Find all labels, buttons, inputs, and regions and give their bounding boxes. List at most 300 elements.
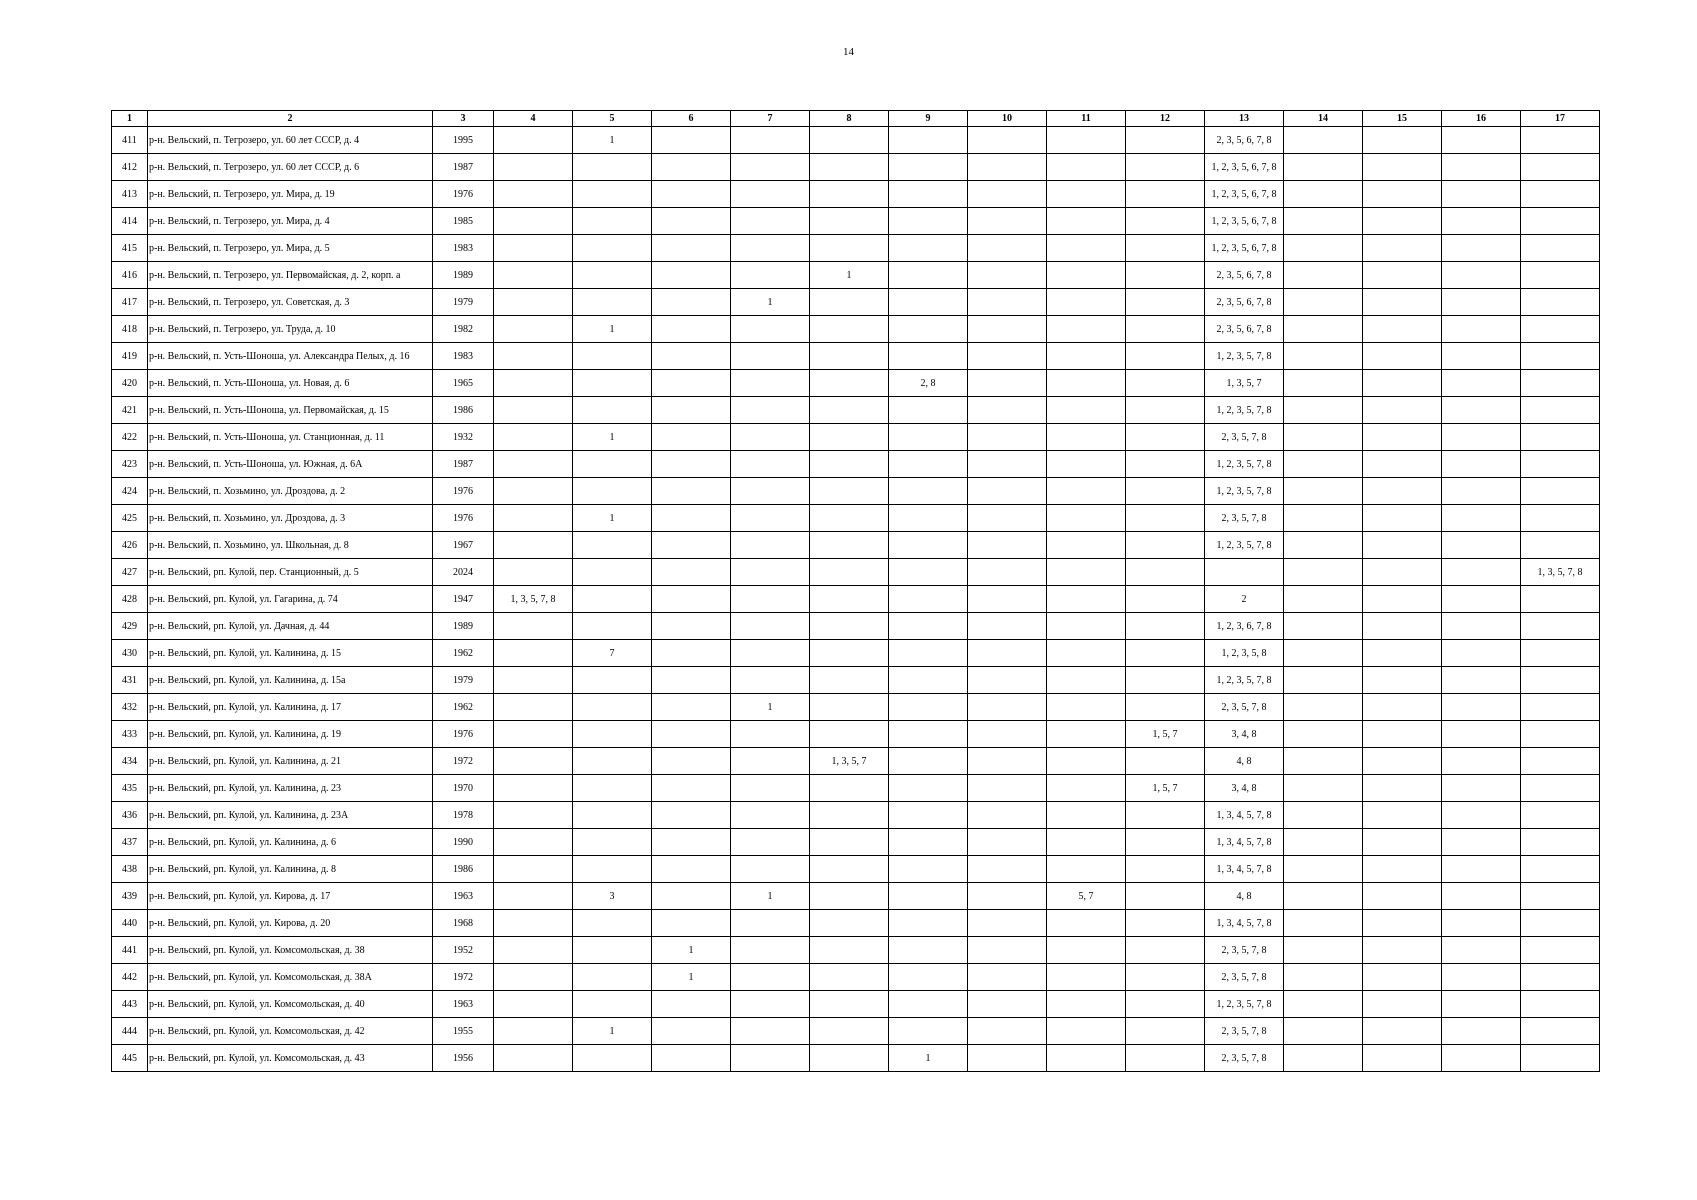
table-cell	[1284, 883, 1363, 910]
table-cell	[889, 991, 968, 1018]
table-cell	[652, 1045, 731, 1072]
table-row	[112, 505, 1600, 532]
year-cell: 1987	[433, 154, 494, 181]
table-row	[112, 748, 1600, 775]
table-cell	[573, 370, 652, 397]
table-cell: 2, 3, 5, 7, 8	[1205, 1045, 1284, 1072]
table-cell	[968, 532, 1047, 559]
table-cell	[889, 694, 968, 721]
table-row	[112, 586, 1600, 613]
table-cell	[1284, 235, 1363, 262]
table-row	[112, 316, 1600, 343]
table-cell	[1284, 721, 1363, 748]
table-cell	[1521, 802, 1600, 829]
year-cell: 1956	[433, 1045, 494, 1072]
table-cell	[1363, 1045, 1442, 1072]
table-cell	[494, 964, 573, 991]
table-cell	[1442, 451, 1521, 478]
year-cell: 1986	[433, 397, 494, 424]
table-cell: 2	[1205, 586, 1284, 613]
column-header-12: 12	[1126, 111, 1205, 127]
table-cell	[1363, 586, 1442, 613]
table-cell	[573, 289, 652, 316]
address-cell: р-н. Вельский, п. Хозьмино, ул. Дроздова, д. 2	[148, 478, 433, 505]
table-cell	[889, 343, 968, 370]
table-cell	[968, 235, 1047, 262]
table-cell	[652, 802, 731, 829]
table-row	[112, 883, 1600, 910]
table-cell	[1284, 505, 1363, 532]
table-cell	[652, 235, 731, 262]
table-cell	[1442, 289, 1521, 316]
table-cell: 1	[889, 1045, 968, 1072]
table-cell	[889, 964, 968, 991]
table-cell	[810, 397, 889, 424]
table-cell	[1126, 910, 1205, 937]
table-cell	[573, 262, 652, 289]
table-cell: 1	[573, 424, 652, 451]
table-cell	[1126, 991, 1205, 1018]
table-cell	[731, 829, 810, 856]
table-cell	[1047, 910, 1126, 937]
table-cell	[1284, 667, 1363, 694]
table-cell	[494, 1018, 573, 1045]
table-cell	[1284, 586, 1363, 613]
table-cell	[652, 613, 731, 640]
table-cell	[968, 667, 1047, 694]
table-cell	[1521, 910, 1600, 937]
table-cell	[731, 127, 810, 154]
row-number-cell: 424	[112, 478, 148, 505]
table-cell: 2, 3, 5, 6, 7, 8	[1205, 127, 1284, 154]
table-cell	[1363, 856, 1442, 883]
table-cell	[810, 478, 889, 505]
table-cell	[1047, 451, 1126, 478]
table-body	[112, 127, 1600, 1072]
table-cell: 1, 3, 4, 5, 7, 8	[1205, 829, 1284, 856]
table-cell	[1442, 1018, 1521, 1045]
table-cell	[652, 586, 731, 613]
table-cell	[1284, 694, 1363, 721]
table-row	[112, 1045, 1600, 1072]
table-cell	[652, 154, 731, 181]
table-row	[112, 613, 1600, 640]
row-number-cell: 437	[112, 829, 148, 856]
table-cell	[494, 478, 573, 505]
table-cell	[652, 559, 731, 586]
table-cell: 1, 2, 3, 6, 7, 8	[1205, 613, 1284, 640]
table-cell	[1126, 154, 1205, 181]
table-cell	[1442, 721, 1521, 748]
table-cell	[1442, 397, 1521, 424]
table-cell	[1047, 1045, 1126, 1072]
year-cell: 1972	[433, 748, 494, 775]
table-cell	[1126, 802, 1205, 829]
table-cell	[810, 424, 889, 451]
table-cell	[810, 235, 889, 262]
table-cell: 1	[731, 289, 810, 316]
address-cell: р-н. Вельский, п. Тегрозеро, ул. Мира, д. 5	[148, 235, 433, 262]
year-cell: 1970	[433, 775, 494, 802]
column-header-2: 2	[148, 111, 433, 127]
address-cell: р-н. Вельский, п. Усть-Шоноша, ул. Александра Пелых, д. 16	[148, 343, 433, 370]
table-cell	[1047, 532, 1126, 559]
table-cell	[573, 964, 652, 991]
table-cell	[1363, 451, 1442, 478]
table-cell	[731, 343, 810, 370]
table-cell	[731, 775, 810, 802]
table-cell	[1047, 154, 1126, 181]
table-cell	[1047, 829, 1126, 856]
table-cell	[1521, 532, 1600, 559]
table-cell	[1442, 316, 1521, 343]
column-header-11: 11	[1047, 111, 1126, 127]
table-cell	[652, 640, 731, 667]
table-row	[112, 694, 1600, 721]
table-cell	[494, 613, 573, 640]
table-cell	[968, 694, 1047, 721]
table-cell	[652, 748, 731, 775]
table-cell	[968, 397, 1047, 424]
address-cell: р-н. Вельский, рп. Кулой, ул. Кирова, д. 20	[148, 910, 433, 937]
table-cell	[1284, 262, 1363, 289]
table-cell	[889, 208, 968, 235]
table-cell	[1126, 883, 1205, 910]
table-cell	[731, 505, 810, 532]
table-cell	[652, 829, 731, 856]
table-cell	[1442, 154, 1521, 181]
table-cell	[968, 910, 1047, 937]
table-cell	[494, 559, 573, 586]
table-cell	[1284, 775, 1363, 802]
table-cell	[1284, 343, 1363, 370]
table-cell	[731, 802, 810, 829]
table-cell	[731, 235, 810, 262]
row-number-cell: 425	[112, 505, 148, 532]
table-cell	[494, 748, 573, 775]
table-cell	[1126, 235, 1205, 262]
table-cell	[889, 910, 968, 937]
table-cell	[1284, 451, 1363, 478]
table-cell	[1521, 856, 1600, 883]
table-cell	[1442, 667, 1521, 694]
table-cell	[1442, 829, 1521, 856]
table-cell	[889, 397, 968, 424]
table-cell	[652, 451, 731, 478]
table-cell	[1126, 397, 1205, 424]
column-header-14: 14	[1284, 111, 1363, 127]
table-cell	[573, 208, 652, 235]
address-cell: р-н. Вельский, рп. Кулой, ул. Калинина, д. 15	[148, 640, 433, 667]
table-cell	[810, 316, 889, 343]
table-cell	[731, 1018, 810, 1045]
table-cell: 5, 7	[1047, 883, 1126, 910]
table-cell	[1442, 775, 1521, 802]
table-cell	[573, 721, 652, 748]
table-cell	[889, 532, 968, 559]
table-cell	[1363, 208, 1442, 235]
table-cell: 1	[573, 127, 652, 154]
table-cell	[1363, 829, 1442, 856]
table-cell	[652, 505, 731, 532]
table-cell	[889, 424, 968, 451]
table-cell	[1521, 343, 1600, 370]
table-cell	[652, 478, 731, 505]
table-cell: 1, 3, 5, 7, 8	[1521, 559, 1600, 586]
table-cell	[1284, 613, 1363, 640]
table-cell	[1126, 937, 1205, 964]
table-row	[112, 424, 1600, 451]
table-row	[112, 451, 1600, 478]
table-cell	[810, 721, 889, 748]
table-cell	[573, 613, 652, 640]
table-cell	[1363, 289, 1442, 316]
table-cell	[1521, 370, 1600, 397]
table-cell	[1442, 505, 1521, 532]
table-cell	[1363, 721, 1442, 748]
table-cell	[1442, 262, 1521, 289]
table-cell	[1205, 559, 1284, 586]
table-cell	[1284, 181, 1363, 208]
table-cell	[810, 370, 889, 397]
table-cell	[1126, 1045, 1205, 1072]
table-cell	[1521, 721, 1600, 748]
table-cell	[731, 424, 810, 451]
table-cell	[968, 1045, 1047, 1072]
table-cell	[889, 316, 968, 343]
table-cell	[1047, 370, 1126, 397]
table-cell	[1363, 316, 1442, 343]
table-cell	[1442, 937, 1521, 964]
table-cell	[652, 991, 731, 1018]
table-cell	[1363, 424, 1442, 451]
table-cell: 1, 5, 7	[1126, 721, 1205, 748]
table-cell	[494, 505, 573, 532]
table-cell	[1047, 802, 1126, 829]
year-cell: 1965	[433, 370, 494, 397]
column-header-6: 6	[652, 111, 731, 127]
table-cell	[1442, 613, 1521, 640]
table-cell	[1521, 235, 1600, 262]
address-cell: р-н. Вельский, рп. Кулой, ул. Калинина, д. 23	[148, 775, 433, 802]
table-cell: 1	[731, 694, 810, 721]
table-cell	[889, 559, 968, 586]
table-cell	[1521, 640, 1600, 667]
table-cell: 1, 2, 3, 5, 7, 8	[1205, 343, 1284, 370]
row-number-cell: 427	[112, 559, 148, 586]
table-cell	[494, 694, 573, 721]
table-cell	[573, 586, 652, 613]
table-cell	[810, 289, 889, 316]
table-cell: 2, 3, 5, 6, 7, 8	[1205, 289, 1284, 316]
address-cell: р-н. Вельский, рп. Кулой, ул. Комсомольская, д. 42	[148, 1018, 433, 1045]
table-cell	[1521, 451, 1600, 478]
table-row	[112, 370, 1600, 397]
table-row	[112, 127, 1600, 154]
table-cell	[810, 154, 889, 181]
table-cell: 1, 2, 3, 5, 6, 7, 8	[1205, 181, 1284, 208]
address-cell: р-н. Вельский, рп. Кулой, ул. Гагарина, д. 74	[148, 586, 433, 613]
row-number-cell: 428	[112, 586, 148, 613]
row-number-cell: 432	[112, 694, 148, 721]
table-cell	[889, 478, 968, 505]
table-cell	[1126, 289, 1205, 316]
table-cell	[889, 127, 968, 154]
table-cell	[731, 667, 810, 694]
address-cell: р-н. Вельский, рп. Кулой, ул. Комсомольская, д. 43	[148, 1045, 433, 1072]
table-cell	[731, 937, 810, 964]
table-cell	[494, 451, 573, 478]
table-cell	[1284, 829, 1363, 856]
table-cell	[1521, 613, 1600, 640]
year-cell: 1979	[433, 667, 494, 694]
table-cell	[1284, 1018, 1363, 1045]
table-cell	[494, 991, 573, 1018]
address-cell: р-н. Вельский, п. Тегрозеро, ул. 60 лет СССР, д. 6	[148, 154, 433, 181]
table-cell	[968, 721, 1047, 748]
address-cell: р-н. Вельский, п. Хозьмино, ул. Школьная, д. 8	[148, 532, 433, 559]
table-cell	[1284, 1045, 1363, 1072]
table-cell	[573, 397, 652, 424]
table-cell	[889, 829, 968, 856]
table-cell	[968, 316, 1047, 343]
column-header-3: 3	[433, 111, 494, 127]
table-cell	[652, 262, 731, 289]
row-number-cell: 433	[112, 721, 148, 748]
table-cell	[1126, 532, 1205, 559]
table-cell	[494, 343, 573, 370]
table-cell	[1521, 748, 1600, 775]
table-cell	[1126, 640, 1205, 667]
year-cell: 1947	[433, 586, 494, 613]
table-cell	[573, 991, 652, 1018]
table-cell	[889, 775, 968, 802]
year-cell: 1976	[433, 478, 494, 505]
table-cell	[968, 505, 1047, 532]
table-cell	[1047, 775, 1126, 802]
table-cell	[1126, 478, 1205, 505]
table-cell	[1521, 316, 1600, 343]
table-cell	[1363, 748, 1442, 775]
table-cell	[1363, 1018, 1442, 1045]
table-cell	[968, 127, 1047, 154]
address-cell: р-н. Вельский, рп. Кулой, ул. Комсомольская, д. 40	[148, 991, 433, 1018]
table-cell	[1047, 1018, 1126, 1045]
table-cell	[889, 154, 968, 181]
address-cell: р-н. Вельский, п. Усть-Шоноша, ул. Южная, д. 6А	[148, 451, 433, 478]
table-cell	[1047, 424, 1126, 451]
table-cell	[889, 721, 968, 748]
table-cell	[1047, 748, 1126, 775]
table-cell	[652, 370, 731, 397]
table-cell	[1521, 883, 1600, 910]
table-cell	[1126, 316, 1205, 343]
table-cell: 2, 3, 5, 7, 8	[1205, 937, 1284, 964]
table-cell	[494, 316, 573, 343]
table-cell	[1126, 343, 1205, 370]
table-cell	[810, 640, 889, 667]
table-cell	[1442, 532, 1521, 559]
table-cell	[968, 154, 1047, 181]
address-cell: р-н. Вельский, п. Хозьмино, ул. Дроздова, д. 3	[148, 505, 433, 532]
table-cell	[1521, 397, 1600, 424]
table-cell	[1284, 532, 1363, 559]
column-header-10: 10	[968, 111, 1047, 127]
table-cell	[968, 343, 1047, 370]
table-cell	[968, 1018, 1047, 1045]
table-row	[112, 208, 1600, 235]
table-cell: 1, 2, 3, 5, 7, 8	[1205, 397, 1284, 424]
table-cell	[1284, 370, 1363, 397]
address-cell: р-н. Вельский, рп. Кулой, ул. Кирова, д. 17	[148, 883, 433, 910]
row-number-cell: 444	[112, 1018, 148, 1045]
row-number-cell: 431	[112, 667, 148, 694]
table-cell: 1, 3, 5, 7	[1205, 370, 1284, 397]
table-cell	[731, 613, 810, 640]
year-cell: 1952	[433, 937, 494, 964]
table-cell	[573, 235, 652, 262]
table-cell	[1521, 829, 1600, 856]
table-cell	[1284, 424, 1363, 451]
table-cell	[1047, 586, 1126, 613]
table-cell: 1	[573, 316, 652, 343]
table-cell: 2, 3, 5, 7, 8	[1205, 424, 1284, 451]
address-cell: р-н. Вельский, п. Тегрозеро, ул. 60 лет СССР, д. 4	[148, 127, 433, 154]
table-cell: 2, 3, 5, 6, 7, 8	[1205, 262, 1284, 289]
table-cell	[573, 181, 652, 208]
year-cell: 1955	[433, 1018, 494, 1045]
table-cell	[889, 613, 968, 640]
table-cell	[1521, 289, 1600, 316]
table-cell	[731, 721, 810, 748]
table-row	[112, 964, 1600, 991]
table-cell	[968, 289, 1047, 316]
table-cell	[968, 829, 1047, 856]
table-cell	[1126, 856, 1205, 883]
table-cell	[1284, 316, 1363, 343]
row-number-cell: 421	[112, 397, 148, 424]
table-cell	[968, 964, 1047, 991]
table-cell	[810, 802, 889, 829]
row-number-cell: 412	[112, 154, 148, 181]
table-cell	[652, 127, 731, 154]
table-row	[112, 829, 1600, 856]
table-cell: 1, 2, 3, 5, 6, 7, 8	[1205, 208, 1284, 235]
table-cell	[652, 316, 731, 343]
table-cell	[1047, 694, 1126, 721]
table-cell	[1363, 235, 1442, 262]
table-cell	[1047, 856, 1126, 883]
address-cell: р-н. Вельский, п. Усть-Шоноша, ул. Первомайская, д. 15	[148, 397, 433, 424]
table-cell: 1	[652, 964, 731, 991]
table-cell	[731, 964, 810, 991]
table-cell	[1521, 694, 1600, 721]
table-cell	[573, 694, 652, 721]
address-cell: р-н. Вельский, рп. Кулой, ул. Дачная, д. 44	[148, 613, 433, 640]
address-cell: р-н. Вельский, п. Тегрозеро, ул. Мира, д. 19	[148, 181, 433, 208]
table-cell	[968, 262, 1047, 289]
table-cell	[810, 964, 889, 991]
table-cell	[1521, 262, 1600, 289]
address-cell: р-н. Вельский, рп. Кулой, ул. Калинина, д. 6	[148, 829, 433, 856]
table-cell	[573, 451, 652, 478]
table-cell	[1284, 154, 1363, 181]
row-number-cell: 445	[112, 1045, 148, 1072]
table-cell	[1363, 397, 1442, 424]
table-cell	[1047, 937, 1126, 964]
table-cell: 1, 3, 5, 7, 8	[494, 586, 573, 613]
page-number: 14	[843, 46, 854, 58]
